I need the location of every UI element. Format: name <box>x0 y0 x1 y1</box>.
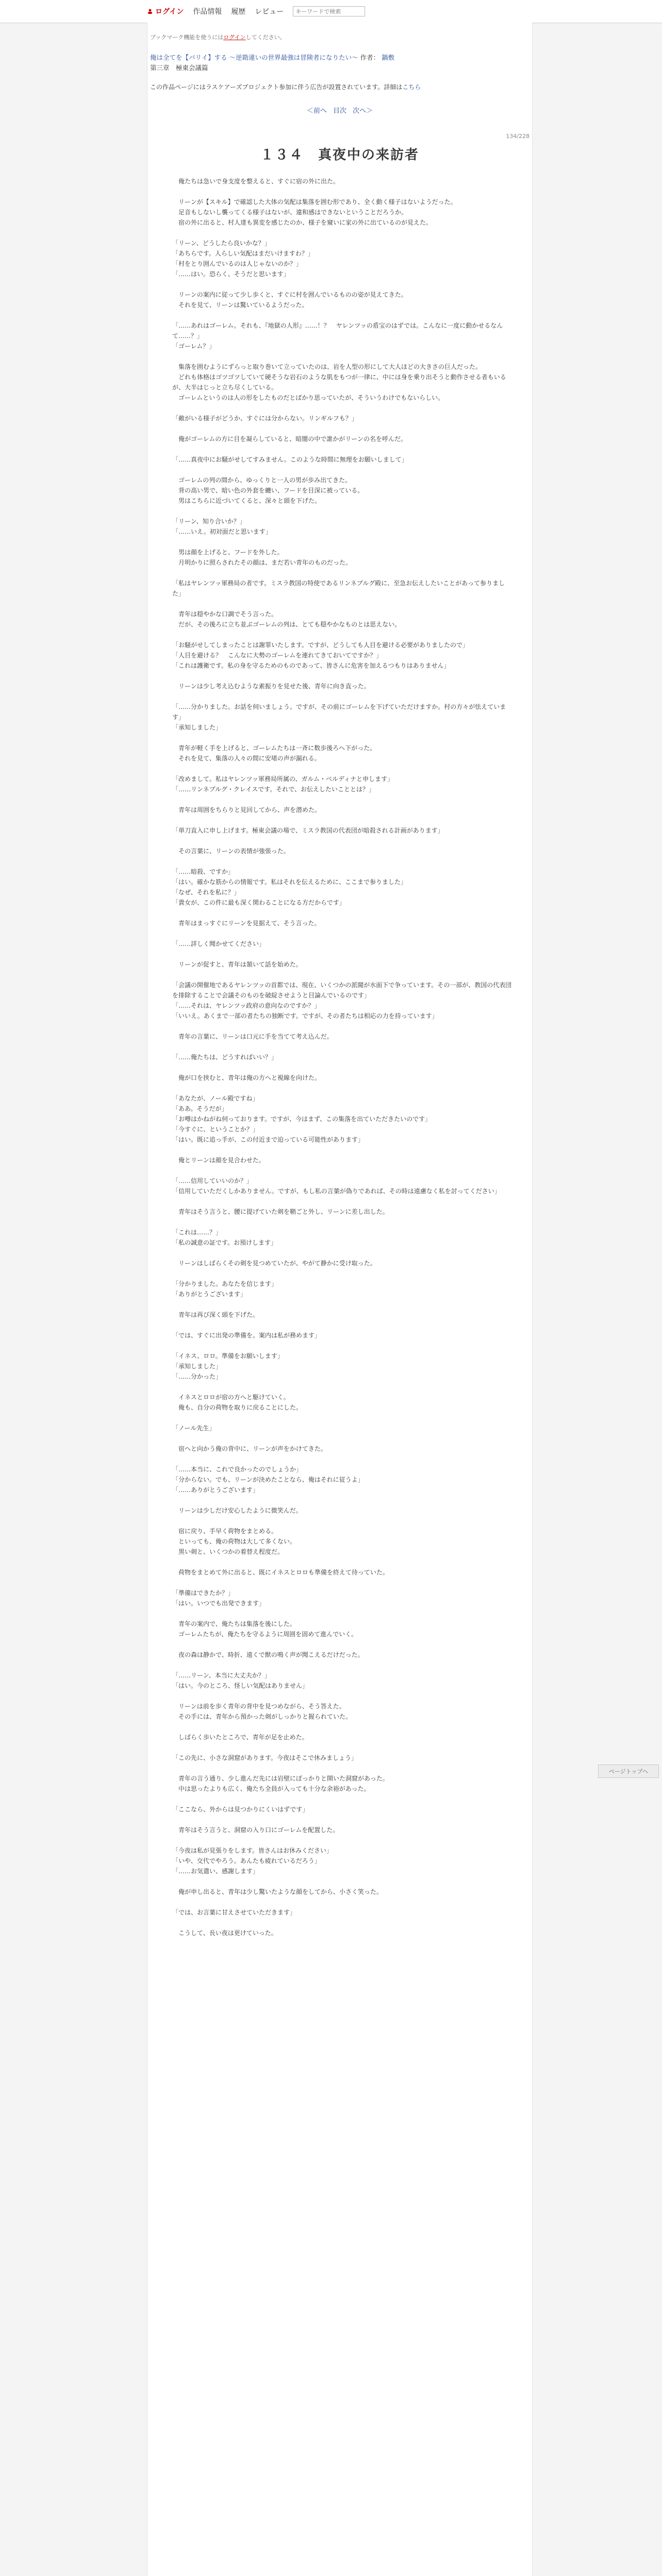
body-paragraph <box>172 279 512 290</box>
body-paragraph <box>172 1495 512 1505</box>
body-paragraph: 青年はそう言うと、腰に提げていた剣を鞘ごと外し、リーンに差し出した。 <box>172 1208 389 1215</box>
body-paragraph <box>172 691 512 702</box>
body-paragraph: 「今すぐに、ということか？」 <box>172 1126 259 1133</box>
body-paragraph: 「はい。既に追っ手が、この付近まで迫っている可能性があります」 <box>172 1136 365 1143</box>
body-paragraph: 「……暗殺、ですか」 <box>172 868 235 875</box>
body-paragraph: 「……俺たちは、どうすればいい？」 <box>172 1054 278 1061</box>
body-paragraph <box>172 351 512 362</box>
body-paragraph: 男は顔を上げると、フードを外した。 <box>172 549 284 556</box>
body-paragraph: 「ありがとうございます」 <box>172 1291 247 1298</box>
body-paragraph <box>172 568 512 578</box>
body-paragraph: 青年の案内で、俺たちは集落を後にした。 <box>172 1620 296 1628</box>
body-paragraph: 青年はまっすぐにリーンを見据えて、そう言った。 <box>172 920 321 927</box>
body-paragraph: ゴーレムの列の間から、ゆっくりと一人の男が歩み出てきた。 <box>172 477 352 484</box>
body-paragraph <box>172 1608 512 1619</box>
body-paragraph <box>172 1165 512 1176</box>
body-paragraph <box>172 836 512 846</box>
body-paragraph: 青年は再び深く頭を下げた。 <box>172 1311 259 1318</box>
body-paragraph: 宿の外に出ると、村人達も異変を感じたのか、様子を窺いに家の外に出ているのが見えた。 <box>172 219 433 226</box>
body-paragraph: 「私の誠意の証です。お預けします」 <box>172 1239 277 1246</box>
body-paragraph: リーンは少しだけ安心したように微笑んだ。 <box>172 1507 302 1514</box>
episode-body <box>172 176 512 1938</box>
body-paragraph <box>172 1876 512 1887</box>
body-paragraph: その手には、青年から預かった剣がしっかりと握られていた。 <box>172 1713 352 1720</box>
body-paragraph: 「はい。いつでも出発できます」 <box>172 1600 266 1607</box>
body-paragraph: 「……リーン、本当に大丈夫か？」 <box>172 1672 271 1679</box>
body-paragraph: 俺たちは急いで身支度を整えると、すぐに宿の外に出た。 <box>172 178 340 185</box>
login-icon <box>147 8 153 14</box>
body-paragraph: 「リーン、知り合いか？」 <box>172 518 246 525</box>
body-paragraph <box>172 1763 512 1773</box>
body-paragraph: リーンが促すと、青年は頷いて話を始めた。 <box>172 961 302 968</box>
body-paragraph: 「承知しました」 <box>172 724 222 731</box>
body-paragraph <box>172 630 512 640</box>
body-paragraph: 「ノール先生」 <box>172 1425 216 1432</box>
body-paragraph: 「単刀直入に申し上げます。極東会議の場で、ミスラ教国の代表団が暗殺される計画があります」 <box>172 827 444 834</box>
body-paragraph <box>172 764 512 774</box>
body-paragraph: 青年は穏やかな口調でそう言った。 <box>172 611 278 618</box>
body-paragraph: 男はこちらに近づいてくると、深々と頭を下げた。 <box>172 497 321 504</box>
body-paragraph: 「私はヤレンツッ軍務局の者です。ミスラ教国の特使であるリンネブルグ殿に、至急お伝えしたいことがあって参りました」 <box>172 580 505 597</box>
body-paragraph <box>172 1557 512 1567</box>
login-label: ログイン <box>155 8 184 16</box>
body-paragraph: 俺が口を挟むと、青年は俺の方へと視線を向けた。 <box>172 1074 321 1081</box>
body-paragraph: リーンが【スキル】で確認した大体の気配は集落を囲む形であり、全く動く様子はないようだった。 <box>172 198 457 206</box>
body-paragraph: 「ああ。そうだが」 <box>172 1105 228 1112</box>
body-paragraph: 「……詳しく聞かせてください」 <box>172 940 266 947</box>
body-paragraph <box>172 228 512 238</box>
body-paragraph <box>172 1083 512 1093</box>
body-paragraph: 「これは……？」 <box>172 1229 222 1236</box>
body-paragraph: 「……お気遣い、感謝します」 <box>172 1868 259 1875</box>
body-paragraph: リーンの案内に従って少し歩くと、すぐに村を囲んでいるものの姿が見えてきた。 <box>172 291 407 298</box>
body-paragraph: 「……あれはゴーレム。それも、『地獄の人形』……！？ ヤレンツッの盾宝のはずでは。こんなに一度に動かせるなんて……？」 <box>172 322 503 340</box>
body-paragraph: リーンは少し考え込むような素振りを見せた後、青年に向き直った。 <box>172 683 370 690</box>
bookmark-notice-suffix: してください。 <box>245 34 286 41</box>
bookmark-notice <box>150 33 286 41</box>
body-paragraph <box>172 1382 512 1392</box>
body-paragraph <box>172 1042 512 1052</box>
bookmark-login-link[interactable]: ログイン <box>223 34 246 41</box>
body-paragraph <box>172 1145 512 1155</box>
body-paragraph: 「はい。今のところ、怪しい気配はありません」 <box>172 1682 309 1689</box>
history-link[interactable]: 履歴 <box>231 8 246 16</box>
body-paragraph: 「……いえ。初対面だと思います」 <box>172 528 272 535</box>
body-paragraph: 「……信用していいのか？」 <box>172 1177 253 1184</box>
body-paragraph: 「……分かった」 <box>172 1373 222 1380</box>
body-paragraph <box>172 599 512 609</box>
body-paragraph: 「ゴーレム？」 <box>172 343 216 350</box>
body-paragraph: 黒い剣と、いくつかの着替え程度だ。 <box>172 1548 284 1555</box>
body-paragraph <box>172 856 512 867</box>
page-top-button[interactable]: ページトップへ <box>598 1765 659 1778</box>
body-paragraph: 「リーン、どうしたら良いかな？」 <box>172 240 271 247</box>
body-paragraph <box>172 671 512 681</box>
body-paragraph: ゴーレムたちが、俺たちを守るように周囲を固めて進んでいく。 <box>172 1631 358 1638</box>
ad-notice-link[interactable]: こちら <box>402 83 421 91</box>
page-number: 134/228 <box>506 133 529 140</box>
body-paragraph: だが、その後ろに立ち並ぶゴーレムの列は、とても穏やかなものとは思えない。 <box>172 621 401 628</box>
body-paragraph: 「……本当に、これで良かったのでしょうか」 <box>172 1466 303 1473</box>
series-title-link[interactable]: 俺は全てを【パリイ】する ～逆勘違いの世界最強は冒険者になりたい～ <box>150 54 358 61</box>
body-paragraph: リーンはしばらくその剣を見つめていたが、やがて静かに受け取った。 <box>172 1260 376 1267</box>
body-paragraph: 「分かりました。あなたを信じます」 <box>172 1280 278 1287</box>
body-paragraph: 「敵がいる様子がどうか、すぐには分からない。リンギルフも？」 <box>172 415 358 422</box>
body-paragraph: 青年はそう言うと、洞窟の入り口にゴーレムを配置した。 <box>172 1826 339 1834</box>
login-link[interactable] <box>147 6 184 16</box>
author-link[interactable]: 鍋敷 <box>382 54 395 61</box>
body-paragraph: しばらく歩いたところで、青年が足を止めた。 <box>172 1734 308 1741</box>
body-paragraph <box>172 1722 512 1732</box>
body-paragraph: 「改めまして。私はヤレンツッ軍務局所属の、ガルム・ベルディナと申します」 <box>172 775 394 783</box>
body-paragraph: 「はい。確かな筋からの情報です。私はそれを伝えるために、ここまで参りました」 <box>172 878 407 886</box>
works-link[interactable]: 作品情報 <box>193 8 222 16</box>
body-paragraph <box>172 1835 512 1845</box>
body-paragraph <box>172 1578 512 1588</box>
body-paragraph: 「いいえ。あくまで一部の者たちの独断です。ですが、その者たちは相応の力を持っています」 <box>172 1012 438 1020</box>
body-paragraph: 「お騒がせしてしまったことは謝罪いたします。ですが、どうしても人目を避ける必要がありましたので」 <box>172 641 469 649</box>
body-paragraph: 中は思ったよりも広く、俺たち全員が入っても十分な余裕があった。 <box>172 1785 370 1792</box>
body-paragraph: こうして、長い夜は更けていった。 <box>172 1929 277 1937</box>
body-paragraph <box>172 187 512 197</box>
body-paragraph <box>172 1794 512 1804</box>
body-paragraph: 「なぜ、それを私に？」 <box>172 889 240 896</box>
body-paragraph <box>172 1660 512 1670</box>
body-paragraph <box>172 1742 512 1753</box>
body-paragraph <box>172 1433 512 1444</box>
body-paragraph <box>172 1897 512 1907</box>
next-link[interactable]: 次へ＞ <box>353 107 373 115</box>
body-paragraph: 「……真夜中にお騒がせしてすみません。このような時間に無理をお願いしまして」 <box>172 456 408 463</box>
body-paragraph: 青年の言う通り、少し進んだ先には岩壁にぽっかりと開いた洞窟があった。 <box>172 1775 389 1782</box>
body-paragraph: 俺が申し出ると、青年は少し驚いたような顔をしてから、小さく笑った。 <box>172 1888 383 1895</box>
body-paragraph: 「あなたが、ノール殿ですね」 <box>172 1095 259 1102</box>
body-paragraph: 「貴女が、この件に最も深く関わることになる方だからです」 <box>172 899 345 906</box>
body-paragraph <box>172 1691 512 1701</box>
body-paragraph: 「分からない。でも、リーンが決めたことなら、俺はそれに従うよ」 <box>172 1476 364 1483</box>
body-paragraph <box>172 1268 512 1279</box>
chapter-label: 第三章 極東会議篇 <box>150 64 208 72</box>
body-paragraph: 「会議の開催地であるヤレンツッの首都では、現在、いくつかの派閥が水面下で争っています。その一部が、教国の代表団を排除することで会議そのものを破綻させようと目論んでいるのです」 <box>172 981 512 999</box>
body-paragraph <box>172 794 512 805</box>
body-paragraph: 青年が軽く手を上げると、ゴーレムたちは一斉に数歩後ろへ下がった。 <box>172 744 376 752</box>
body-paragraph: その言葉に、リーンの表情が強張った。 <box>172 848 290 855</box>
body-paragraph: 「準備はできたか？」 <box>172 1589 235 1597</box>
body-paragraph <box>172 949 512 959</box>
body-paragraph: 集落を囲むようにずらっと取り巻いて立っていたのは、岩を人型の形にして大人ほどの大きさの巨人だった。 <box>172 363 482 370</box>
body-paragraph: 「では、お言葉に甘えさせていただきます」 <box>172 1909 296 1916</box>
body-paragraph: 夜の森は静かで、時折、遠くで獣の鳴く声が聞こえるだけだった。 <box>172 1651 364 1658</box>
body-paragraph <box>172 1639 512 1650</box>
body-paragraph <box>172 908 512 918</box>
body-paragraph: 「……リンネブルグ・クレイスです。それで、お伝えしたいこととは？」 <box>172 786 375 793</box>
body-paragraph: 足音もしないし襲ってくる様子はないが、違和感はできないということだろうか。 <box>172 209 408 216</box>
body-paragraph: それを見て、リーンは驚いているようだった。 <box>172 301 308 309</box>
body-paragraph: 「では、すぐに出発の準備を。案内は私が務めます」 <box>172 1332 321 1339</box>
body-paragraph <box>172 1196 512 1207</box>
body-paragraph <box>172 970 512 980</box>
body-paragraph <box>172 1918 512 1928</box>
body-paragraph: 青年の言葉に、リーンは口元に手を当てて考え込んだ。 <box>172 1033 333 1040</box>
body-paragraph: 「いや、交代でやろう。あんたも疲れているだろう」 <box>172 1857 321 1865</box>
body-paragraph: 「……それは、ヤレンツッ政府の意向なのですか？」 <box>172 1002 321 1009</box>
series-header <box>150 53 394 62</box>
episode-nav-top <box>147 105 532 115</box>
body-paragraph <box>172 1815 512 1825</box>
body-paragraph: 青年は周囲をちらりと見回してから、声を潜めた。 <box>172 806 321 814</box>
body-paragraph: 「承知しました」 <box>172 1363 222 1370</box>
body-paragraph: 宿へと向かう俺の背中に、リーンが声をかけてきた。 <box>172 1445 327 1452</box>
top-nav-inner <box>147 6 365 16</box>
body-paragraph <box>172 815 512 825</box>
body-paragraph: 「お噂はかねがね伺っております。ですが、今はまず、この集落を出ていただきたいのです」 <box>172 1115 432 1123</box>
body-paragraph: 俺も、自分の荷物を取りに戻ることにした。 <box>172 1404 303 1411</box>
body-paragraph: 月明かりに照らされたその顔は、まだ若い青年のものだった。 <box>172 559 352 566</box>
body-paragraph <box>172 423 512 434</box>
body-paragraph <box>172 733 512 743</box>
body-paragraph: 「イネス、ロロ。準備をお願いします」 <box>172 1352 284 1360</box>
episode-title: １３４ 真夜中の来訪者 <box>260 147 419 163</box>
body-paragraph: どれも体格はゴツゴツしていて硬そうな岩石のような肌をもつが一律に、中には身を乗り出そうと動作させる者もいるが、大半はじっと立ち尽くしている。 <box>172 374 506 391</box>
body-paragraph <box>172 1248 512 1258</box>
body-paragraph <box>172 537 512 547</box>
body-paragraph: 荷物をまとめて外に出ると、既にイネスとロロも準備を終えて待っていた。 <box>172 1569 389 1576</box>
body-paragraph <box>172 1299 512 1310</box>
author-label: 作者： <box>360 54 380 61</box>
body-paragraph: 「この先に、小さな洞窟があります。今夜はそこで休みましょう」 <box>172 1754 358 1761</box>
body-paragraph <box>172 1320 512 1330</box>
body-paragraph: イネスとロロが宿の方へと駆けていく。 <box>172 1394 290 1401</box>
top-nav <box>0 0 662 23</box>
body-paragraph <box>172 1062 512 1073</box>
body-paragraph: 「今夜は私が見張りをします。皆さんはお休みください」 <box>172 1847 333 1854</box>
body-paragraph: 背の高い男で、暗い色の外套を纏い、フードを目深に被っている。 <box>172 487 364 494</box>
body-paragraph: 「……はい。恐らく、そうだと思います」 <box>172 270 290 278</box>
body-paragraph <box>172 1217 512 1227</box>
body-paragraph <box>172 403 512 413</box>
prev-link[interactable]: ＜前へ <box>306 107 327 115</box>
body-paragraph: 俺がゴーレムの方に目を凝らしていると、暗闇の中で誰かがリーンの名を呼んだ。 <box>172 435 407 443</box>
toc-link[interactable]: 目次 <box>333 107 346 115</box>
body-paragraph <box>172 1516 512 1526</box>
body-paragraph <box>172 1021 512 1031</box>
body-paragraph <box>172 928 512 939</box>
body-paragraph: 「ここなら、外からは見つかりにくいはずです」 <box>172 1806 309 1813</box>
ad-notice-text: この作品ページにはラスケアーズプロジェクト参加に伴う広告が設置されています。詳細は <box>150 83 403 91</box>
body-paragraph <box>172 1413 512 1423</box>
body-paragraph: 「村をとり囲んでいるのは人じゃないのか？」 <box>172 260 303 267</box>
body-paragraph: 俺とリーンは顔を見合わせた。 <box>172 1157 265 1164</box>
body-paragraph <box>172 1454 512 1464</box>
body-paragraph <box>172 310 512 320</box>
body-paragraph <box>172 444 512 454</box>
body-paragraph: 「信用していただくしかありません。ですが、もし私の言葉が偽りであれば、その時は遠慮なく私を討ってください」 <box>172 1188 501 1195</box>
search-input[interactable] <box>293 6 365 16</box>
body-paragraph: ゴーレムというのは人の形をしたものだとばかり思っていたが、そういうわけでもないらしい。 <box>172 394 444 401</box>
ad-notice <box>150 82 421 91</box>
body-paragraph: といっても、俺の荷物は大して多くない。 <box>172 1538 296 1545</box>
body-paragraph: 「これは護衛です。私の身を守るためのものであって、皆さんに危害を加えるつもりはありません」 <box>172 662 450 669</box>
body-paragraph: 宿に戻り、手早く荷物をまとめる。 <box>172 1528 278 1535</box>
body-paragraph: 「あちらです。人らしい気配はまだいけますわ？」 <box>172 250 314 257</box>
body-paragraph: 「……ありがとうございます」 <box>172 1486 259 1494</box>
body-paragraph: リーンは前を歩く青年の背中を見つめながら、そう答えた。 <box>172 1703 345 1710</box>
body-paragraph: 「……分かりました。お話を伺いましょう。ですが、その前にゴーレムを下げていただけますか。村の方々が怯えています」 <box>172 703 506 721</box>
body-paragraph <box>172 1341 512 1351</box>
novel-page <box>147 23 533 2576</box>
body-paragraph: 「人目を避ける？ こんなに大勢のゴーレムを連れてきておいてですか？」 <box>172 652 383 659</box>
body-paragraph: それを見て、集落の人々の間に安堵の声が漏れる。 <box>172 755 321 762</box>
bookmark-notice-text: ブックマーク機能を使うには <box>150 34 224 41</box>
body-paragraph <box>172 506 512 516</box>
body-paragraph <box>172 465 512 475</box>
review-link[interactable]: レビュー <box>255 8 284 16</box>
